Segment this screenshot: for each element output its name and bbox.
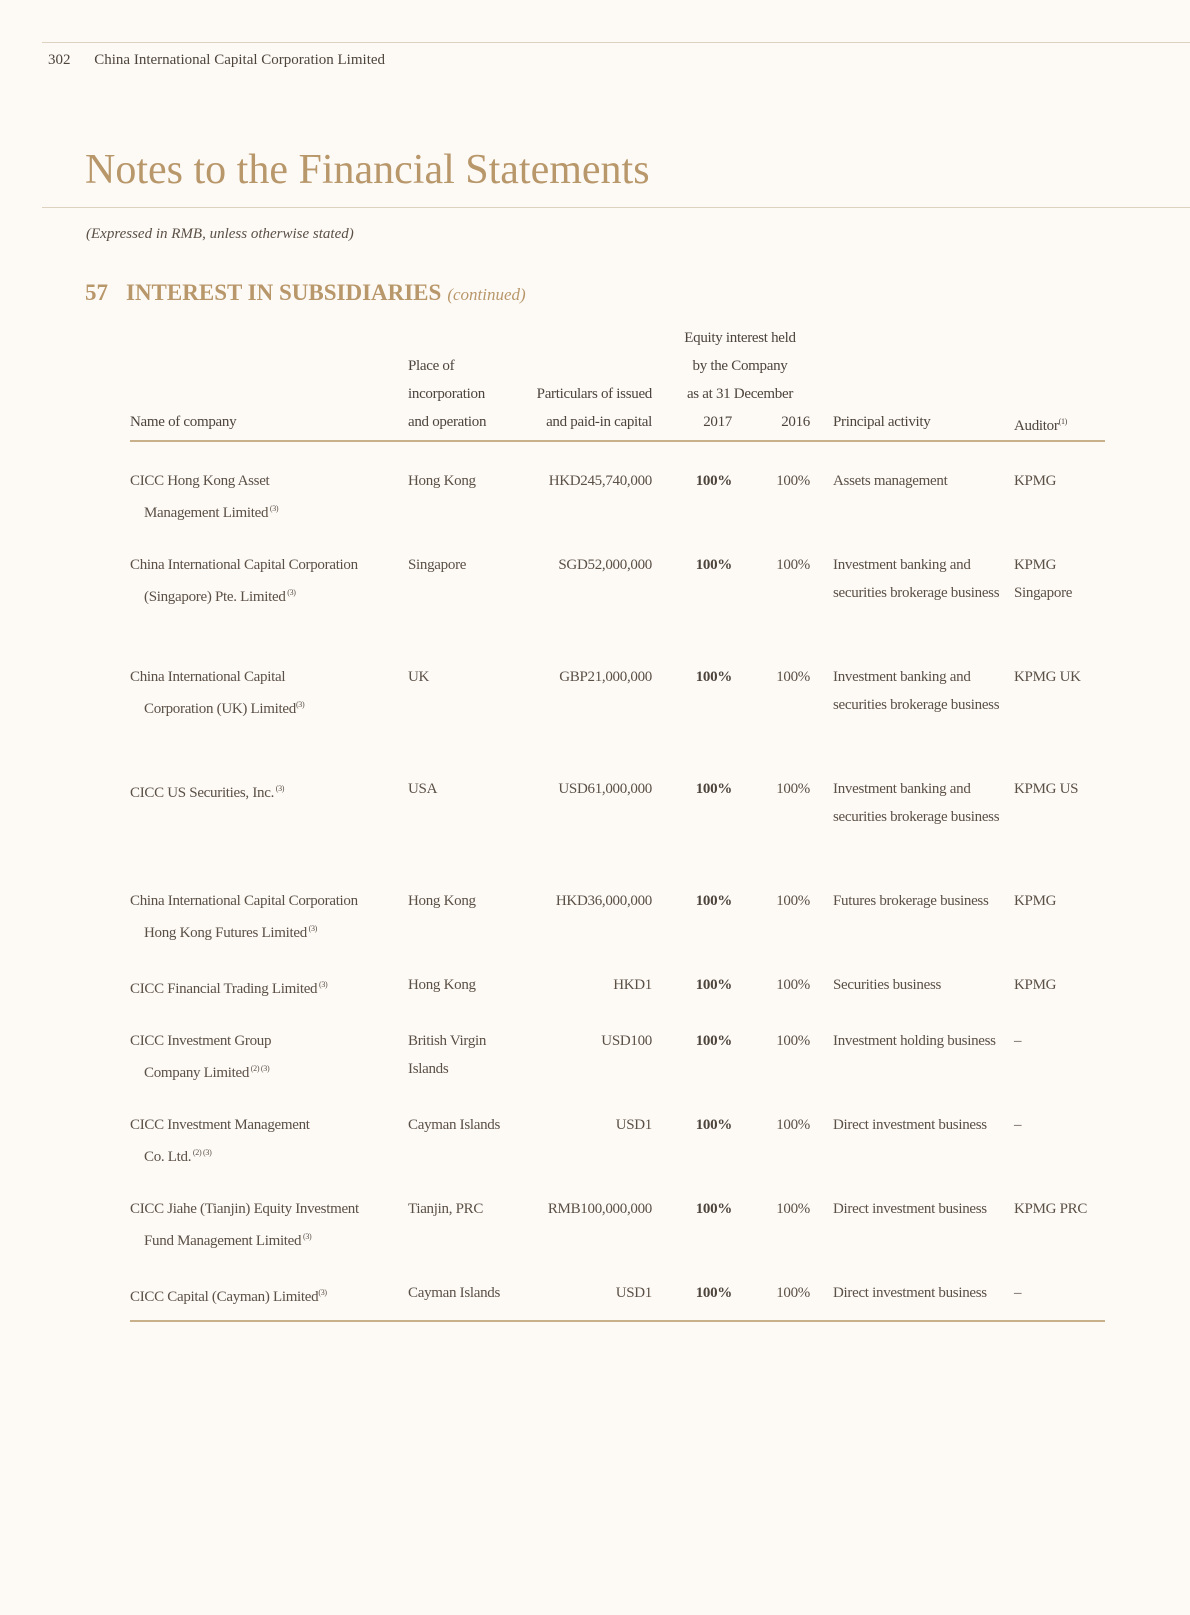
paid-in-capital: GBP21,000,000 [559,669,652,685]
company-name-text: China International Capital Corporation [130,893,358,909]
header-place [408,352,486,436]
footnote-ref: (3) [295,700,305,709]
equity-2016: 100% [776,669,810,685]
page-title: Notes to the Financial Statements [85,147,650,193]
equity-2016: 100% [776,977,810,993]
place-of-incorporation: Tianjin, PRC [408,1201,484,1217]
company-name [130,1111,400,1171]
header-equity-line: by the Company [692,358,788,374]
auditor: – [1014,1285,1022,1301]
company-name-text: Company Limited [144,1065,250,1081]
auditor: – [1014,1033,1022,1049]
company-name-text: (Singapore) Pte. Limited [144,589,286,605]
place-of-incorporation: Hong Kong [408,977,476,993]
place-of-incorporation: Singapore [408,557,467,573]
paid-in-capital: USD100 [601,1033,652,1049]
company-name: China International Capital Corporation Limited [94,52,386,68]
company-name [130,1027,400,1087]
paid-in-capital: RMB100,000,000 [547,1201,652,1217]
paid-in-capital: USD61,000,000 [558,781,652,797]
company-name-line2 [130,1139,400,1171]
principal-activity: Assets management [833,473,948,489]
top-rule [42,42,1190,43]
company-name-text: CICC Capital (Cayman) Limited [130,1289,319,1305]
header-place-line: Place of [408,358,455,374]
company-name-text: Fund Management Limited [144,1233,302,1249]
auditor: KPMG US [1014,781,1079,797]
equity-2017: 100% [695,1117,732,1133]
principal-activity: Futures brokerage business [833,893,989,909]
subtitle: (Expressed in RMB, unless otherwise stated) [86,226,354,242]
company-name-text: China International Capital [130,669,286,685]
footnote-ref: (2) (3) [191,1148,212,1157]
footnote-ref: (3) [318,1288,327,1297]
equity-2017: 100% [695,669,732,685]
company-name-text: Hong Kong Futures Limited [144,925,307,941]
paid-in-capital: HKD1 [613,977,652,993]
footnote-ref: (3) [274,784,285,793]
equity-2016: 100% [776,781,810,797]
equity-2016: 100% [776,1285,810,1301]
header-rule [130,440,1105,442]
section-number: 57 [85,280,108,305]
header-2017: 2017 [703,414,732,430]
company-name [130,887,400,947]
principal-activity: Direct investment business [833,1117,987,1133]
title-rule [42,207,1190,208]
bottom-rule [130,1320,1105,1322]
footnote-ref: (3) [268,504,279,513]
equity-2017: 100% [695,977,732,993]
equity-2016: 100% [776,1201,810,1217]
place-of-incorporation: UK [408,669,430,685]
principal-activity: Direct investment business [833,1285,987,1301]
principal-activity: Securities business [833,977,942,993]
equity-2017: 100% [695,1285,732,1301]
company-name-text: Co. Ltd. [144,1149,192,1165]
equity-2016: 100% [776,893,810,909]
equity-2017: 100% [695,557,732,573]
header-place-line: incorporation [408,386,485,402]
equity-2016: 100% [776,1033,810,1049]
principal-activity: Investment banking and securities brokerage business [833,781,1000,825]
principal-activity: Investment banking and securities brokerage business [833,669,1000,713]
company-name-text: CICC Hong Kong Asset [130,473,270,489]
header-place-line: and operation [408,414,487,430]
header-auditor [1014,408,1067,440]
equity-2017: 100% [695,1201,732,1217]
paid-in-capital: SGD52,000,000 [558,557,652,573]
footnote-ref: (3) [317,980,328,989]
paid-in-capital: USD1 [615,1117,652,1133]
footnote-ref: (3) [306,924,318,933]
company-name [130,467,400,527]
equity-2016: 100% [776,557,810,573]
header-equity-line: Equity interest held [684,330,796,346]
header-activity: Principal activity [833,414,931,430]
auditor: KPMG UK [1014,669,1081,685]
auditor: KPMG [1014,473,1057,489]
company-name-text: CICC Investment Management [130,1117,310,1133]
place-of-incorporation: USA [408,781,438,797]
company-name-text: CICC US Securities, Inc. [130,785,275,801]
company-name-text: China International Capital Corporation [130,557,358,573]
footnote-ref: (3) [285,588,296,597]
page-number: 302 [48,52,71,68]
place-of-incorporation: British Virgin Islands [408,1033,487,1077]
company-name [130,663,400,723]
company-name-line2 [130,579,400,611]
principal-activity: Investment holding business [833,1033,996,1049]
place-of-incorporation: Cayman Islands [408,1117,501,1133]
footnote-ref: (2) (3) [249,1064,270,1073]
header-equity-line: as at 31 December [686,386,794,402]
company-name [130,775,400,807]
company-name [130,971,400,1003]
company-name-line2 [130,691,400,723]
company-name-text: Corporation (UK) Limited [144,701,296,717]
company-name [130,1279,400,1311]
company-name-line2 [130,1223,400,1255]
equity-2017: 100% [695,781,732,797]
auditor: KPMG Singapore [1014,557,1073,601]
footnote-ref: (1) [1058,417,1068,426]
company-name [130,551,400,611]
equity-2017: 100% [695,1033,732,1049]
equity-2017: 100% [695,473,732,489]
auditor: KPMG [1014,893,1057,909]
principal-activity: Investment banking and securities brokerage business [833,557,1000,601]
running-header [48,52,405,69]
paid-in-capital: USD1 [615,1285,652,1301]
company-name-text: Management Limited [144,505,269,521]
equity-2017: 100% [695,893,732,909]
paid-in-capital: HKD245,740,000 [548,473,652,489]
place-of-incorporation: Cayman Islands [408,1285,501,1301]
header-capital [500,380,652,436]
company-name-text: CICC Financial Trading Limited [130,981,318,997]
place-of-incorporation: Hong Kong [408,473,476,489]
place-of-incorporation: Hong Kong [408,893,476,909]
company-name-line2 [130,495,400,527]
company-name-text: CICC Jiahe (Tianjin) Equity Investment [130,1201,359,1217]
company-name-line2 [130,915,400,947]
header-name: Name of company [130,414,237,430]
header-capital-line: and paid-in capital [546,414,652,430]
paid-in-capital: HKD36,000,000 [555,893,652,909]
company-name-text: CICC Investment Group [130,1033,272,1049]
company-name [130,1195,400,1255]
auditor: KPMG [1014,977,1057,993]
header-equity [660,324,820,408]
header-capital-line: Particulars of issued [536,386,652,402]
auditor: KPMG PRC [1014,1201,1088,1217]
header-2016: 2016 [781,414,810,430]
company-name-line2 [130,1055,400,1087]
equity-2016: 100% [776,1117,810,1133]
auditor: – [1014,1117,1022,1133]
header-auditor-label: Auditor [1014,418,1059,434]
section-heading [85,280,526,306]
footnote-ref: (3) [301,1232,312,1241]
equity-2016: 100% [776,473,810,489]
principal-activity: Direct investment business [833,1201,987,1217]
section-title: INTEREST IN SUBSIDIARIES [126,280,442,305]
section-suffix: (continued) [447,285,526,304]
